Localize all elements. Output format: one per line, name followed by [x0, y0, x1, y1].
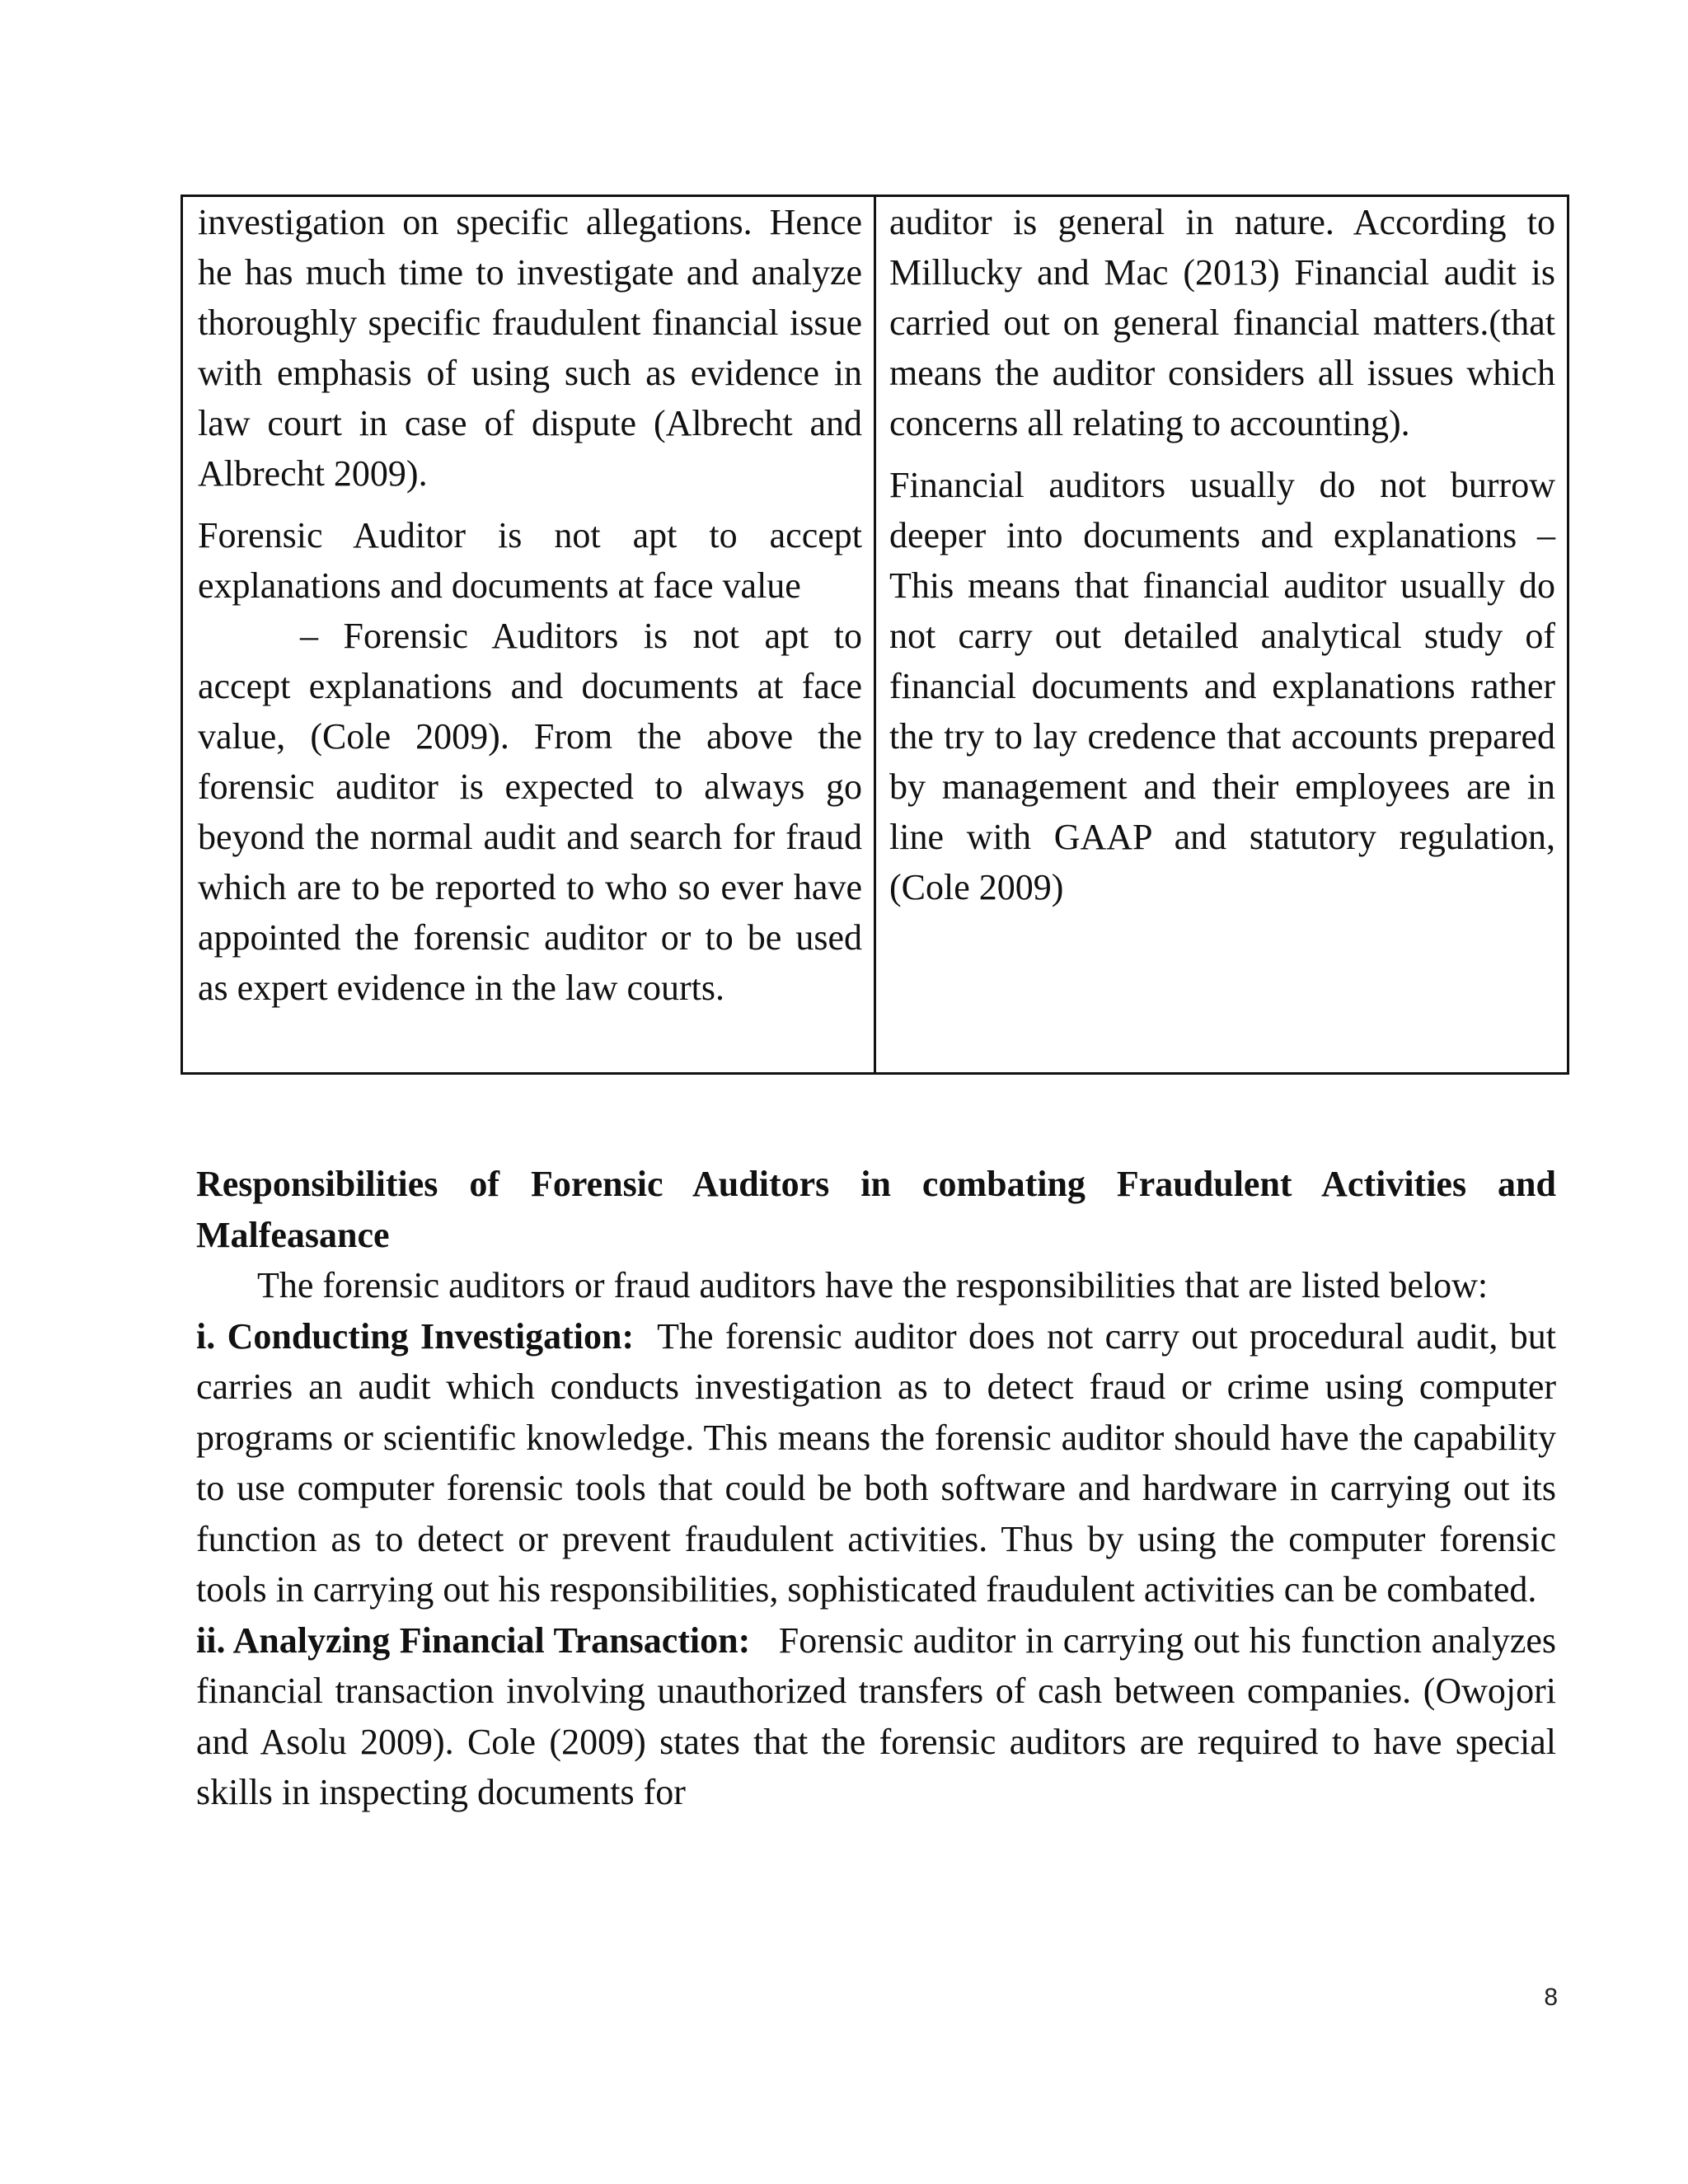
- list-item-label: ii. Analyzing Financial Transaction:: [196, 1619, 751, 1661]
- financial-auditor-column: [875, 196, 1568, 1074]
- list-item-text: The forensic auditor does not carry out procedural audit, but carries an audit which conducts investigation as to detect fraud or crime using computer programs or scientific knowledge. This means the forensic auditor should have the capability to use computer forensic tools that could be both software and hardware in carrying out its function as to detect or prevent fraudulent activities. Thus by using the computer forensic tools in carrying out his responsibilities, sophisticated fraudulent activities can be combated.: [196, 1315, 1556, 1610]
- list-item-text: Forensic auditor in carrying out his function analyzes financial transaction involving unauthorized transfers of cash between companies. (Owojori and Asolu 2009). Cole (2009) states that the forensic auditors are required to have special skills in inspecting documents for: [196, 1619, 1556, 1812]
- list-item: [196, 1615, 1556, 1818]
- section-heading: Responsibilities of Forensic Auditors in combating Fraudulent Activities and Malfeasance: [196, 1164, 1556, 1255]
- comparison-table: [181, 194, 1569, 1075]
- responsibilities-section: [196, 1159, 1556, 1818]
- forensic-paragraph-2-body: – Forensic Auditors is not apt to accept explanations and documents at face value, (Cole 2009). From the above the forensic auditor is expected to always go beyond the normal audit and search for fraud which are to be reported to who so ever have appointed the forensic auditor or to be used as expert evidence in the law courts.: [198, 616, 862, 1008]
- section-intro: The forensic auditors or fraud auditors have the responsibilities that are listed below:: [257, 1265, 1489, 1305]
- list-item: [196, 1311, 1556, 1615]
- forensic-auditor-column: [182, 196, 875, 1074]
- forensic-paragraph-2: [198, 510, 862, 1013]
- list-item-label: i. Conducting Investigation:: [196, 1315, 635, 1357]
- forensic-paragraph-2-heading: Forensic Auditor is not apt to accept explanations and documents at face value: [198, 515, 862, 606]
- table-row: [182, 196, 1568, 1074]
- forensic-paragraph-1: investigation on specific allegations. Hence he has much time to investigate and analyze thoroughly specific fraudulent financial issue with emphasis of using such as evidence in law court in case of dispute (Albrecht and Albrecht 2009).: [198, 202, 862, 494]
- page-number: 8: [1544, 1984, 1558, 2011]
- financial-paragraph-1: auditor is general in nature. According to Millucky and Mac (2013) Financial audit is carried out on general financial matters.(that means the auditor considers all issues which concerns all relating to accounting).: [889, 202, 1555, 443]
- financial-paragraph-2: Financial auditors usually do not burrow deeper into documents and explanations – This means that financial auditor usually do not carry out detailed analytical study of financial documents and explanations rather the try to lay credence that accounts prepared by management and their employees are in line with GAAP and statutory regulation, (Cole 2009): [889, 465, 1555, 907]
